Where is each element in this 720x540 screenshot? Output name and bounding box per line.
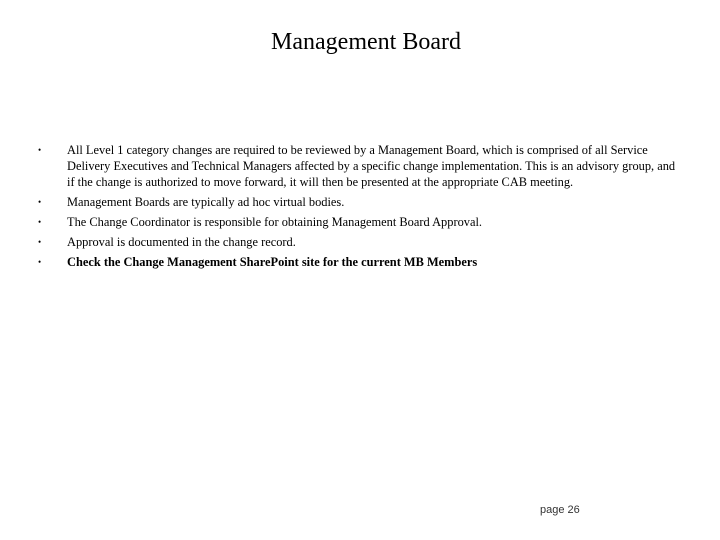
slide-title: Management Board — [271, 29, 461, 55]
bullet-dot-icon: • — [38, 257, 42, 267]
bullet-item-approval-record — [38, 234, 678, 250]
bullet-list — [38, 142, 678, 274]
bullet-item-sharepoint-members — [38, 254, 678, 270]
page-number: page 26 — [540, 504, 580, 516]
bullet-item-ad-hoc — [38, 194, 678, 210]
bullet-text: The Change Coordinator is responsible for obtaining Management Board Approval. — [67, 215, 482, 229]
bullet-text: Check the Change Management SharePoint site for the current MB Members — [67, 255, 478, 269]
bullet-dot-icon: • — [38, 237, 42, 247]
bullet-item-level1-review — [38, 142, 678, 190]
bullet-dot-icon: • — [38, 217, 42, 227]
bullet-item-coordinator — [38, 214, 678, 230]
bullet-text: All Level 1 category changes are required to be reviewed by a Management Board, which is comprised of all Service Delivery Executives and Technical Managers affected by a specific change implementation. This is an advisory group, and if the change is authorized to move forward, it will then be presented at the appropriate CAB meeting. — [67, 143, 676, 189]
bullet-text: Approval is documented in the change record. — [67, 235, 296, 249]
bullet-dot-icon: • — [38, 145, 42, 155]
bullet-text: Management Boards are typically ad hoc virtual bodies. — [67, 195, 345, 209]
bullet-dot-icon: • — [38, 197, 42, 207]
